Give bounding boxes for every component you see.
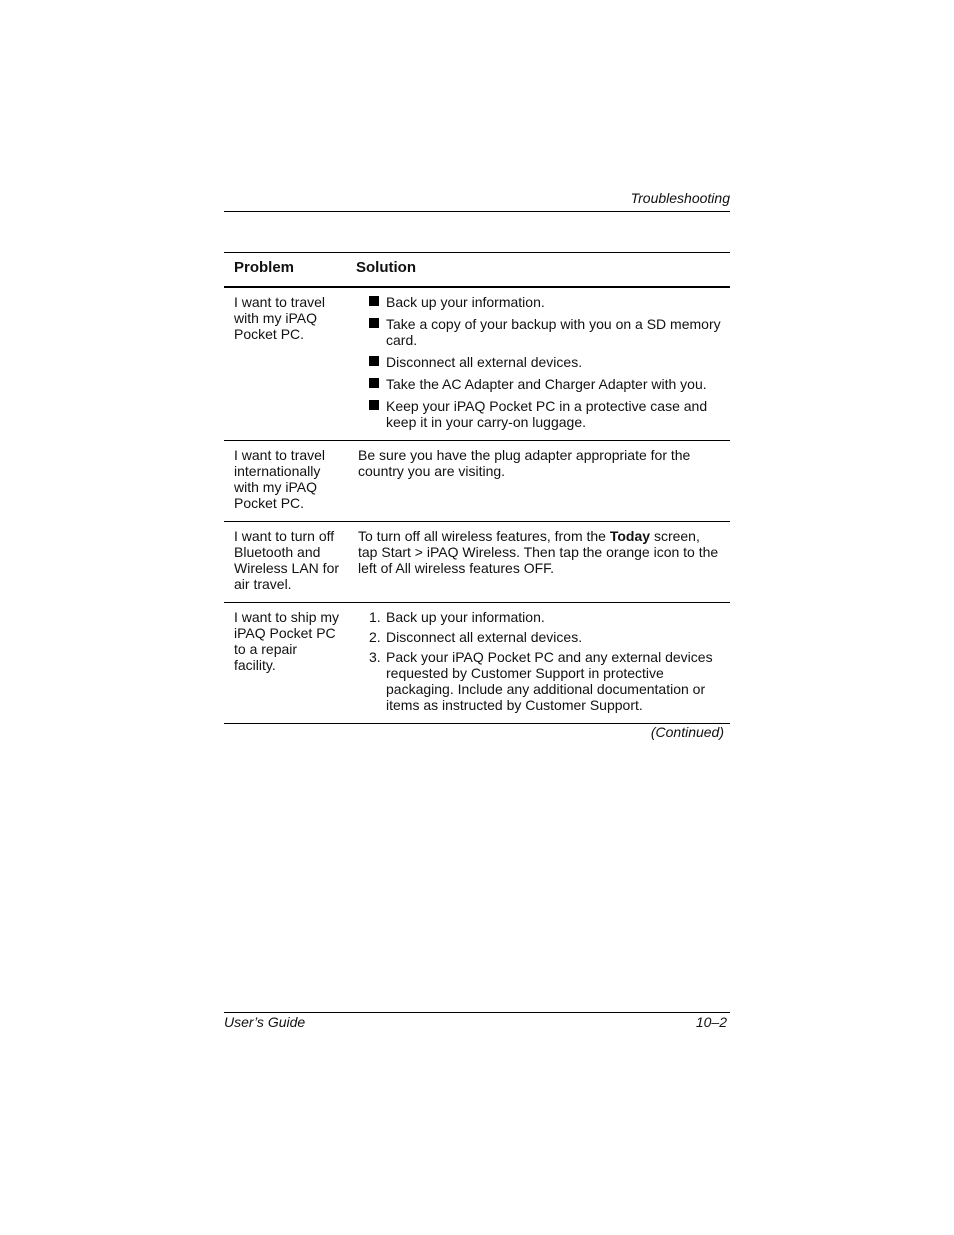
column-header-solution: Solution bbox=[348, 253, 730, 288]
bullet-text: Disconnect all external devices. bbox=[386, 354, 583, 370]
solution-text-start: To turn off all wireless features, from the bbox=[358, 528, 610, 544]
problem-cell: I want to travel with my iPAQ Pocket PC. bbox=[224, 287, 348, 441]
continued-note: (Continued) bbox=[650, 724, 724, 740]
bullet-text: Keep your iPAQ Pocket PC in a protective case and keep it in your carry-on luggage. bbox=[386, 398, 708, 430]
solution-cell bbox=[348, 522, 730, 603]
footer-guide-title: User’s Guide bbox=[224, 1014, 306, 1030]
table-row bbox=[224, 603, 730, 724]
bullet-item bbox=[358, 376, 722, 392]
bullet-item bbox=[358, 316, 722, 348]
bullet-item bbox=[358, 354, 722, 370]
bullet-item bbox=[358, 398, 722, 430]
bullet-text: Take a copy of your backup with you on a SD memory card. bbox=[386, 316, 721, 348]
header-rule bbox=[224, 211, 730, 212]
problem-cell: I want to ship my iPAQ Pocket PC to a repair facility. bbox=[224, 603, 348, 724]
bullet-text: Back up your information. bbox=[386, 294, 545, 310]
problem-cell: I want to turn off Bluetooth and Wireless LAN for air travel. bbox=[224, 522, 348, 603]
square-bullet-icon bbox=[369, 400, 379, 410]
problem-cell: I want to travel internationally with my iPAQ Pocket PC. bbox=[224, 441, 348, 522]
troubleshooting-table bbox=[224, 252, 730, 724]
step-item bbox=[358, 649, 722, 713]
step-item bbox=[358, 609, 722, 625]
square-bullet-icon bbox=[369, 296, 379, 306]
table-row bbox=[224, 522, 730, 603]
solution-text-end: screen, tap Start > iPAQ Wireless. Then tap the orange icon to the left of All wireless features OFF. bbox=[358, 528, 719, 576]
solution-cell: Be sure you have the plug adapter appropriate for the country you are visiting. bbox=[348, 441, 730, 522]
step-item bbox=[358, 629, 722, 645]
step-text: Pack your iPAQ Pocket PC and any external devices requested by Customer Support in protective packaging. Include any additional documentation or items as instructed by Customer Support. bbox=[386, 649, 713, 713]
table-row bbox=[224, 441, 730, 522]
square-bullet-icon bbox=[369, 378, 379, 388]
bullet-item bbox=[358, 294, 722, 310]
solution-bullet-list bbox=[358, 294, 722, 430]
step-number: 2. bbox=[369, 629, 381, 645]
table-row bbox=[224, 287, 730, 441]
table-header-row bbox=[224, 253, 730, 288]
today-screen-label: Today bbox=[609, 528, 651, 544]
step-text: Disconnect all external devices. bbox=[386, 629, 583, 645]
solution-cell bbox=[348, 287, 730, 441]
solution-cell bbox=[348, 603, 730, 724]
bullet-text: Take the AC Adapter and Charger Adapter with you. bbox=[386, 376, 707, 392]
square-bullet-icon bbox=[369, 318, 379, 328]
troubleshooting-table-container bbox=[224, 252, 730, 724]
square-bullet-icon bbox=[369, 356, 379, 366]
solution-step-list bbox=[358, 609, 722, 713]
footer-page-number: 10–2 bbox=[695, 1014, 727, 1030]
step-number: 3. bbox=[369, 649, 381, 665]
step-text: Back up your information. bbox=[386, 609, 545, 625]
step-number: 1. bbox=[369, 609, 381, 625]
column-header-problem: Problem bbox=[224, 253, 348, 288]
running-header: Troubleshooting bbox=[630, 190, 730, 206]
footer-rule bbox=[224, 1012, 730, 1013]
